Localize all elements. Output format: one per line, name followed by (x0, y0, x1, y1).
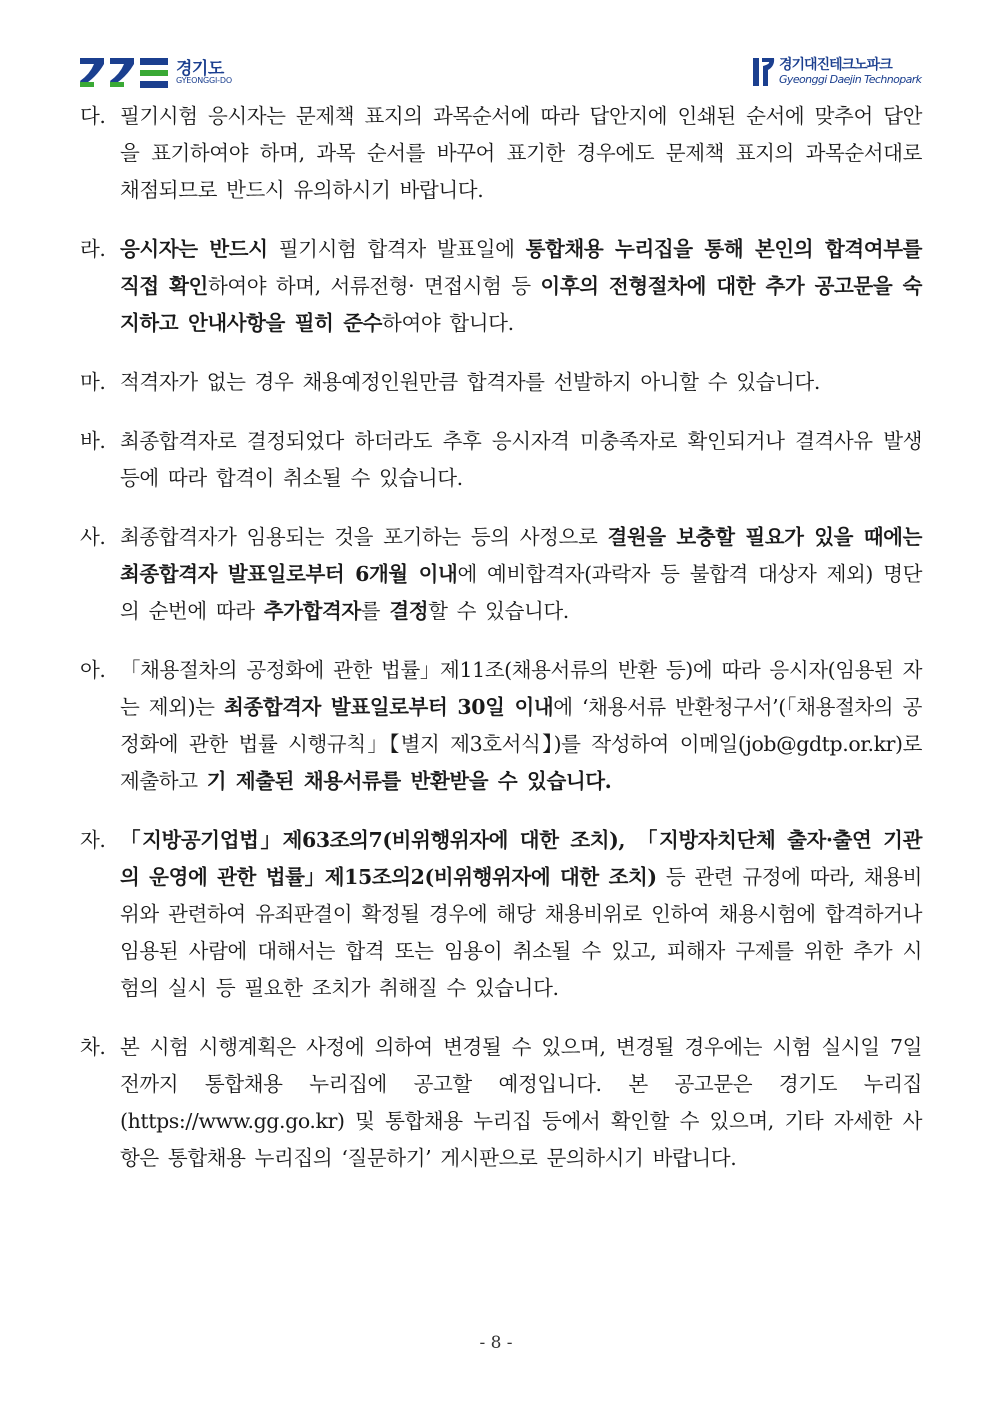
item-marker: 자. (80, 828, 106, 852)
left-logo-english: GYEONGGI-DO (176, 76, 232, 85)
notice-item (80, 423, 922, 497)
daejin-technopark-logo (752, 52, 922, 92)
item-text: 「채용절차의 공정화에 관한 법률」제11조(채용서류의 반환 등)에 따라 응시자(임용된 자는 제외)는 (120, 658, 922, 719)
item-marker: 라. (80, 237, 106, 261)
notice-item (80, 822, 922, 1007)
emphasized-text: 추가합격자 (263, 599, 361, 623)
item-marker: 차. (80, 1035, 106, 1059)
emphasized-text: 결정 (389, 599, 429, 623)
page-number: - 8 - (479, 1333, 513, 1353)
item-marker: 바. (80, 429, 106, 453)
right-logo-english: Gyeonggi Daejin Technopark (779, 73, 922, 86)
technopark-logo-icon (752, 56, 776, 88)
page-header (0, 48, 992, 98)
notice-item (80, 98, 922, 209)
item-text: 에 ‘채용서류 반환청구서’(「채용절차의 공정화에 관한 법률 시행규칙」【별지 제3호서식】)를 작성하여 이메일(job@gdtp.or.kr)로 제출하고 (120, 695, 922, 793)
item-text: 하여야 하며, 서류전형· 면접시험 등 (207, 274, 541, 298)
emphasized-text: 「지방공기업법」제63조의7(비위행위자에 대한 조치), 「지방자치단체 출자·출연 기관의 운영에 관한 법률」제15조의2(비위행위자에 대한 조치) (120, 828, 922, 889)
item-text: 최종합격자가 임용되는 것을 포기하는 등의 사정으로 (120, 525, 608, 549)
item-text: 할 수 있습니다. (428, 599, 569, 623)
item-marker: 아. (80, 658, 106, 682)
item-text: 등 관련 규정에 따라, 채용비위와 관련하여 유죄판결이 확정될 경우에 해당 채용비위로 인하여 채용시험에 합격하거나 임용된 사람에 대해서는 합격 또는 임용이 취소될 수 있고, 피해자 구제를 위한 추가 시험의 실시 등 필요한 조치가 취해질 수 있습니다. (120, 865, 922, 1000)
notice-item (80, 364, 922, 401)
item-text: 적격자가 없는 경우 채용예정인원만큼 합격자를 선발하지 아니할 수 있습니다. (120, 370, 820, 394)
notice-item (80, 652, 922, 800)
left-logo-korean: 경기도 (176, 59, 224, 79)
notice-body (80, 98, 922, 1199)
item-text: 최종합격자로 결정되었다 하더라도 추후 응시자격 미충족자로 확인되거나 결격사유 발생 등에 따라 합격이 취소될 수 있습니다. (120, 429, 922, 490)
emphasized-text: 응시자는 반드시 (120, 237, 268, 261)
item-text: 필기시험 응시자는 문제책 표지의 과목순서에 따라 답안지에 인쇄된 순서에 맞추어 답안을 표기하여야 하며, 과목 순서를 바꾸어 표기한 경우에도 문제책 표지의 과목순서대로 채점되므로 반드시 유의하시기 바랍니다. (120, 104, 922, 202)
item-text: 본 시험 시행계획은 사정에 의하여 변경될 수 있으며, 변경될 경우에는 시험 실시일 7일 전까지 통합채용 누리집에 공고할 예정입니다. 본 공고문은 경기도 누리집(https://www.gg.go.kr) 및 통합채용 누리집 등에서 확인할 수 있으며, 기타 자세한 사항은 통합채용 누리집의 ‘질문하기’ 게시판으로 문의하시기 바랍니다. (120, 1035, 922, 1170)
emphasized-text: 기 제출된 채용서류를 반환받을 수 있습니다. (206, 769, 612, 793)
notice-item (80, 519, 922, 630)
item-marker: 마. (80, 370, 106, 394)
item-text: 하여야 합니다. (382, 311, 514, 335)
emphasized-text: 최종합격자 발표일로부터 30일 이내 (223, 695, 554, 719)
item-marker: 사. (80, 525, 106, 549)
notice-item (80, 231, 922, 342)
gyeonggi-logo-icon (78, 54, 170, 90)
item-text: 에 예비합격자(과락자 등 불합격 대상자 제외) 명단의 순번에 따라 (120, 562, 923, 623)
gyeonggi-do-logo (78, 52, 258, 92)
item-marker: 다. (80, 104, 106, 128)
item-text: 를 (360, 599, 390, 623)
emphasized-text: 이후의 전형절차에 대한 추가 공고문을 숙지하고 안내사항을 필히 준수 (120, 274, 922, 335)
item-text: 필기시험 합격자 발표일에 (267, 237, 526, 261)
right-logo-korean: 경기대진테크노파크 (779, 57, 892, 73)
notice-item (80, 1029, 922, 1177)
emphasized-text: 결원을 보충할 필요가 있을 때에는 최종합격자 발표일로부터 6개월 이내 (120, 525, 922, 586)
emphasized-text: 통합채용 누리집을 통해 본인의 합격여부를 직접 확인 (120, 237, 923, 298)
